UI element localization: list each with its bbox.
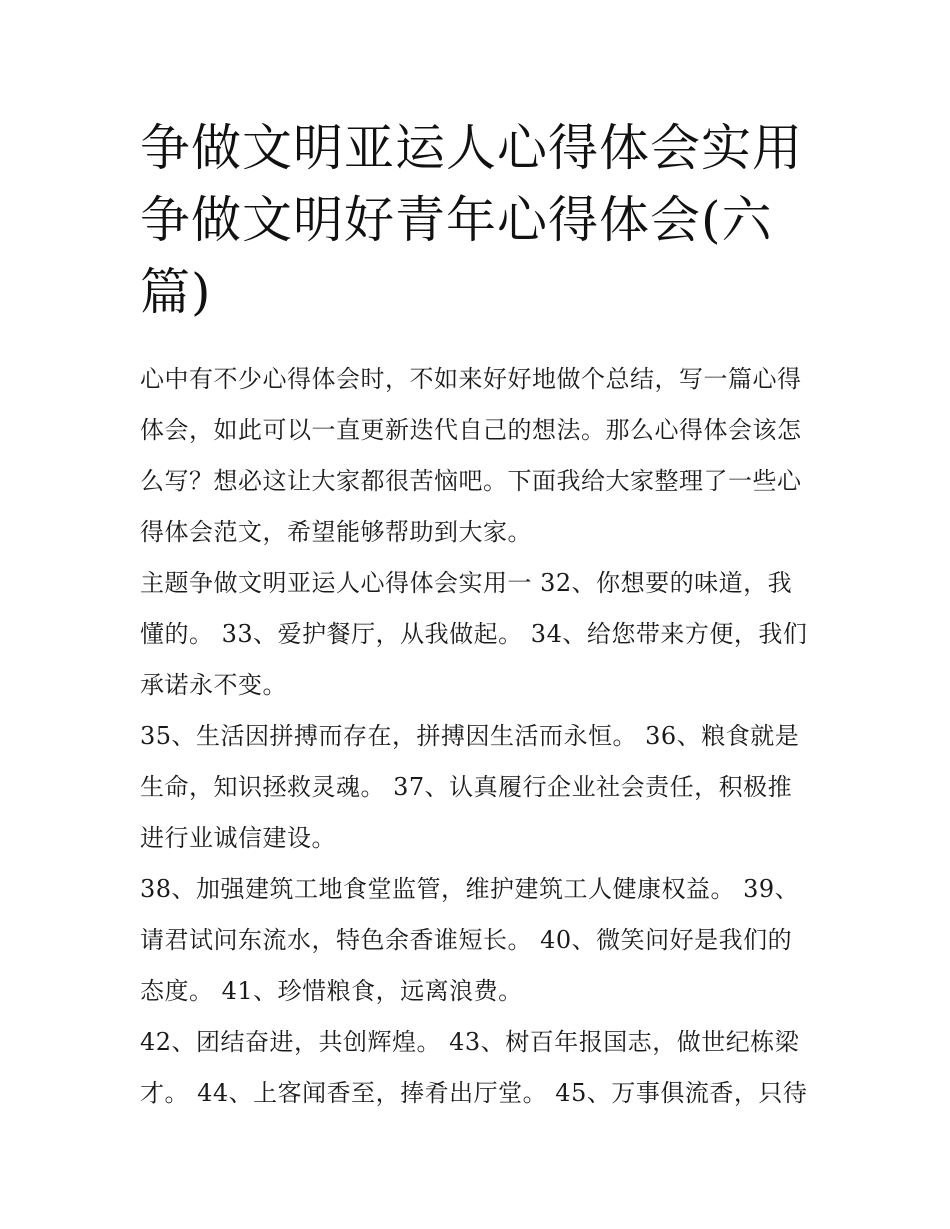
paragraph-intro: 心中有不少心得体会时，不如来好好地做个总结，写一篇心得体会，如此可以一直更新迭代自己的想法。那么心得体会该怎么写？想必这让大家都很苦恼吧。下面我给大家整理了一些心得体会范文，希望能够帮助到大家。 <box>140 365 802 546</box>
paragraph-slogans-35-37: 35、生活因拼搏而存在，拼搏因生活而永恒。 36、粮食就是生命，知识拯救灵魂。 37、认真履行企业社会责任，积极推进行业诚信建设。 <box>140 722 800 852</box>
document-title: 争做文明亚运人心得体会实用争做文明好青年心得体会(六篇) <box>140 119 803 321</box>
paragraph-slogans-32-34: 主题争做文明亚运人心得体会实用一 32、你想要的味道，我懂的。 33、爱护餐厅，从我做起。 34、给您带来方便，我们承诺永不变。 <box>140 569 808 699</box>
document-content <box>140 112 815 1119</box>
paragraph-slogans-38-41: 38、加强建筑工地食堂监管，维护建筑工人健康权益。 39、请君试问东流水，特色余香谁短长。 40、微笑问好是我们的态度。 41、珍惜粮食，远离浪费。 <box>140 875 800 1005</box>
paragraph-slogans-42-45: 42、团结奋进，共创辉煌。 43、树百年报国志，做世纪栋梁才。 44、上客闻香至，捧肴出厅堂。 45、万事俱流香，只待 <box>140 1028 808 1107</box>
